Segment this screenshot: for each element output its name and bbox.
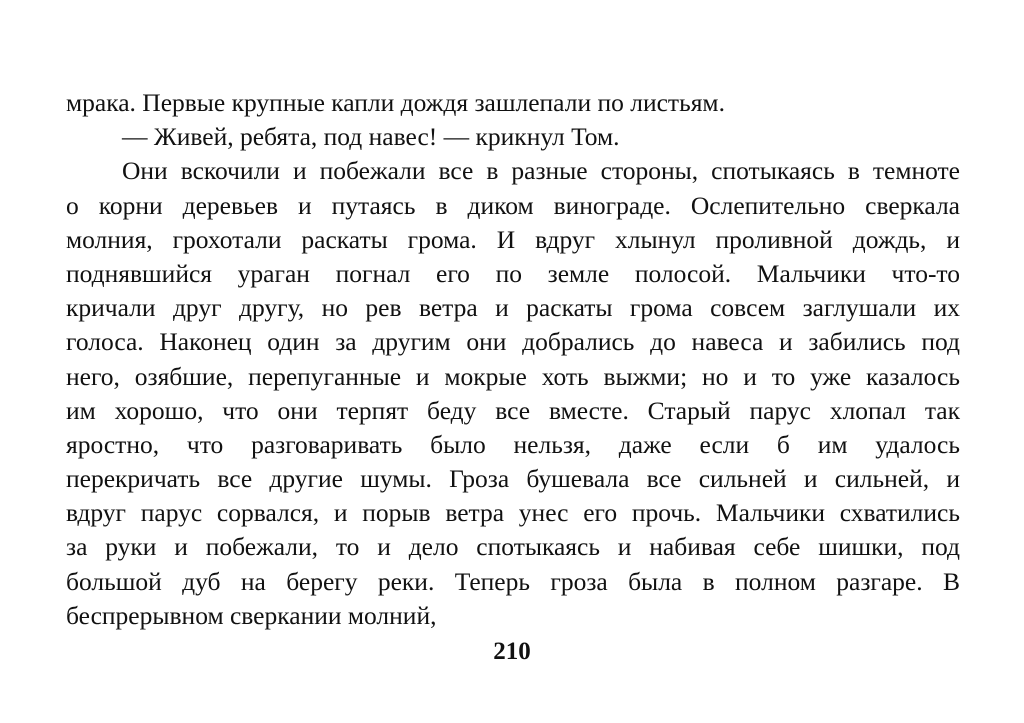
page-body-text — [66, 86, 960, 633]
text-line-10: им хорошо, что они терпят беду все вместе. Старый парус хлопал так — [66, 395, 960, 425]
text-line-7: кричали друг другу, но рев ветра и раскаты грома совсем заглушали их — [66, 293, 960, 323]
text-line-2: — Живей, ребята, под навес! — крикнул Том. — [122, 122, 620, 152]
text-line-5: молния, грохотали раскаты грома. И вдруг хлынул проливной дождь, и — [66, 224, 960, 254]
text-line-14: за руки и побежали, то и дело спотыкаясь и набивая себе шишки, под — [66, 532, 960, 562]
text-line-6: поднявшийся ураган погнал его по земле полосой. Мальчики что-то — [66, 258, 960, 288]
text-line-11: яростно, что разговаривать было нельзя, даже если б им удалось — [66, 429, 960, 459]
text-line-8: голоса. Наконец один за другим они добрались до навеса и забились под — [66, 327, 960, 357]
page-number: 210 — [493, 638, 531, 665]
text-line-3: Они вскочили и побежали все в разные стороны, спотыкаясь в темноте — [122, 156, 960, 186]
text-line-16: беспрерывном сверкании молний, — [66, 600, 437, 630]
text-line-15: большой дуб на берегу реки. Теперь гроза была в полном разгаре. В — [66, 566, 960, 596]
text-line-1: мрака. Первые крупные капли дождя зашлепали по листьям. — [66, 88, 725, 117]
text-line-9: него, озябшие, перепуганные и мокрые хоть выжми; но и то уже казалось — [66, 361, 960, 391]
text-line-4: о корни деревьев и путаясь в диком винограде. Ослепительно сверкала — [66, 190, 960, 220]
text-line-13: вдруг парус сорвался, и порыв ветра унес его прочь. Мальчики схватились — [66, 498, 960, 528]
text-line-12: перекричать все другие шумы. Гроза бушевала все сильней и сильней, и — [66, 464, 960, 494]
